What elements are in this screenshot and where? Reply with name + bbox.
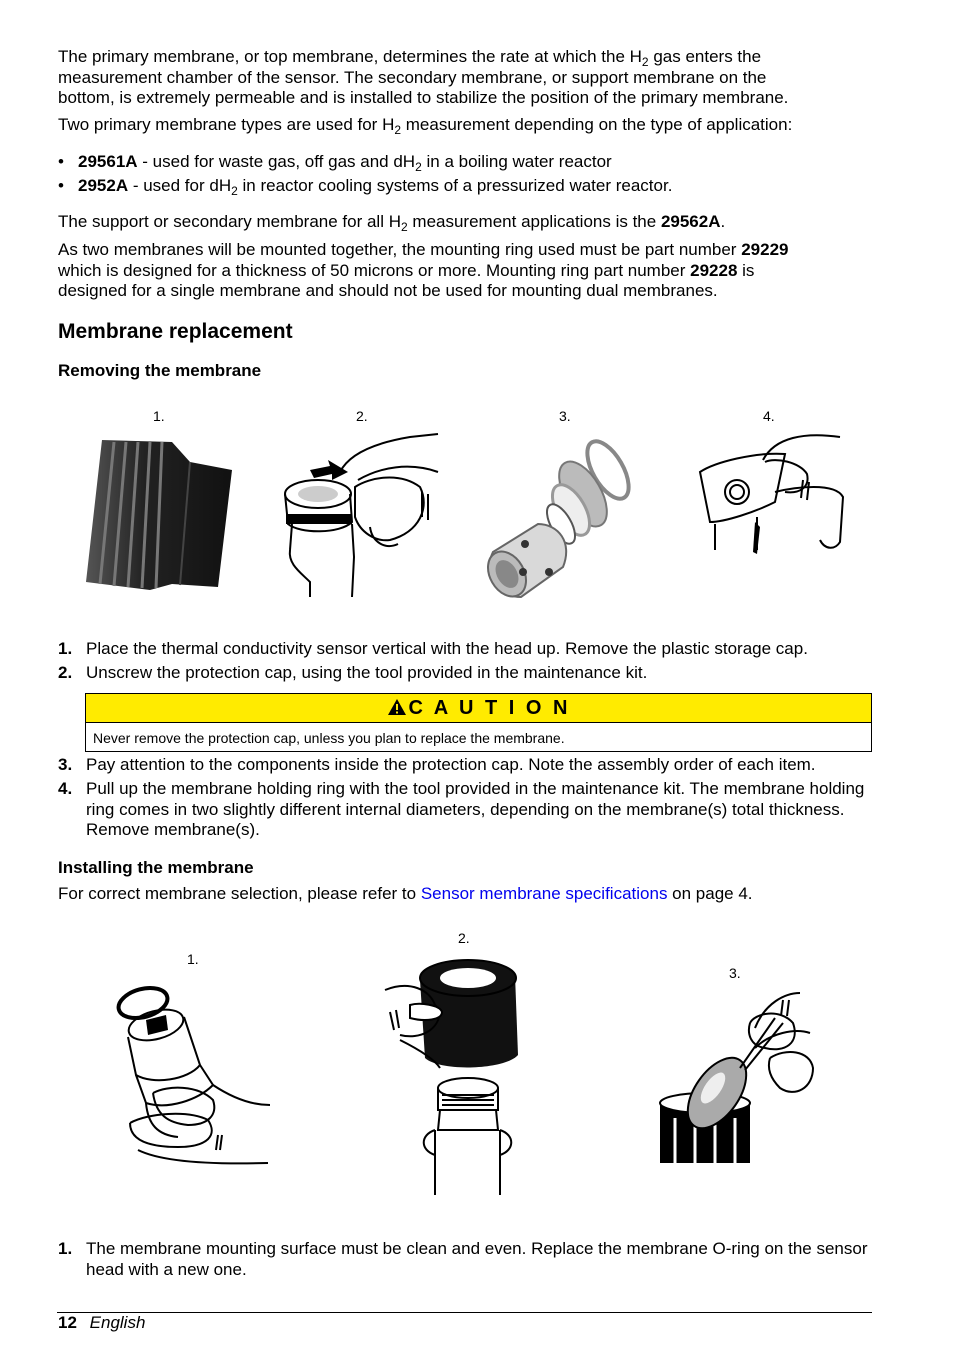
figure-label: 4. xyxy=(763,408,775,424)
figure-label: 2. xyxy=(356,408,368,424)
intro-paragraph-1: The primary membrane, or top membrane, determines the rate at which the $H_2$ gas enters the measurement chamber of the sensor. The secondary membrane, or support membrane on the bottom, is extremely permeable and is installed to stabilize the position of the primary membrane. xyxy=(58,47,789,107)
protection-cap-parts-illustration xyxy=(483,432,643,602)
figure-label: 3. xyxy=(559,408,571,424)
fit-cap-illustration xyxy=(380,950,540,1200)
warning-triangle-icon xyxy=(387,698,407,716)
page-number: 12 xyxy=(58,1313,77,1332)
intro-paragraph-2: Two primary membrane types are used for $H_2$ measurement depending on the type of application: xyxy=(58,115,793,137)
figure-label: 1. xyxy=(187,951,199,967)
installing-intro: For correct membrane selection, please refer to Sensor membrane specifications on page 4. xyxy=(58,884,753,903)
support-paragraph: The support or secondary membrane for all $H_2$ measurement applications is the 29562A. xyxy=(58,212,726,234)
figure-label: 3. xyxy=(729,965,741,981)
storage-cap-illustration xyxy=(80,432,240,592)
figure-label: 2. xyxy=(458,930,470,946)
removing-title: Removing the membrane xyxy=(58,361,262,380)
o-ring-replacement-illustration xyxy=(118,985,278,1185)
mounting-paragraph: As two membranes will be mounted together, the mounting ring used must be part number 29229 which is designed for a thickness of 50 microns or more. Mounting ring part number 29228 is designed for a single membrane and should not be used for mounting dual membranes. xyxy=(58,240,789,300)
page-footer xyxy=(58,1313,145,1334)
pull-ring-illustration xyxy=(695,432,850,557)
part-number: 29561A xyxy=(78,152,138,171)
part-number: 2952A xyxy=(78,176,129,195)
figure-label: 1. xyxy=(153,408,165,424)
sensor-membrane-specifications-link[interactable]: Sensor membrane specifications xyxy=(420,884,668,903)
footer-language: English xyxy=(89,1313,146,1332)
unscrew-cap-illustration xyxy=(280,432,440,597)
caution-header: C A U T I O N xyxy=(86,694,871,723)
caution-text: Never remove the protection cap, unless you plan to replace the membrane. xyxy=(93,730,565,746)
caution-box xyxy=(85,693,872,752)
place-membrane-illustration xyxy=(655,988,815,1166)
section-title: Membrane replacement xyxy=(58,320,293,343)
footer-divider xyxy=(57,1312,872,1313)
installing-title: Installing the membrane xyxy=(58,858,254,877)
